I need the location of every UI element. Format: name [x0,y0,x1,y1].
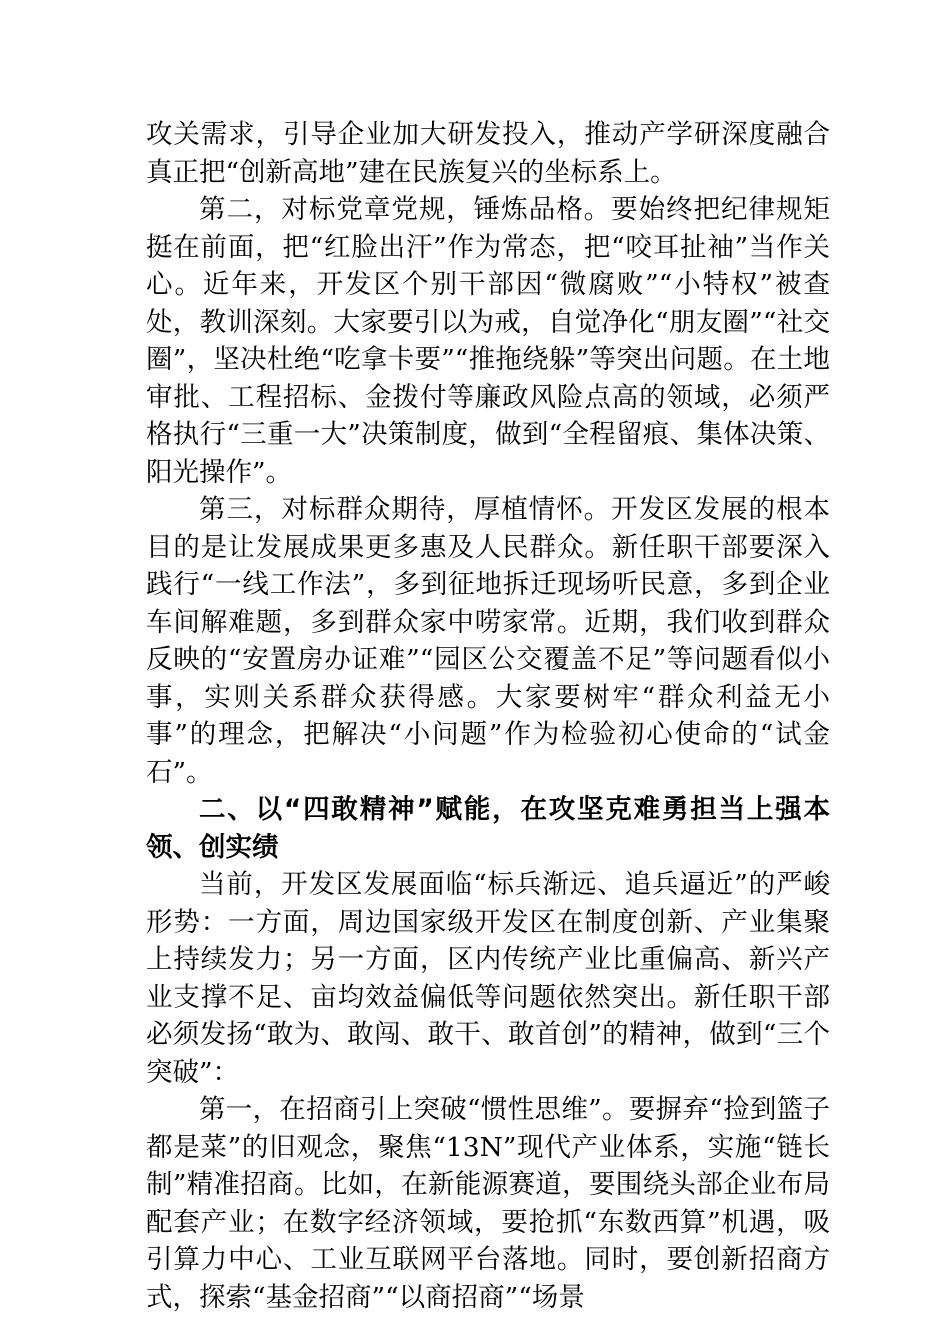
paragraph-continuation: 攻关需求，引导企业加大研发投入，推动产学研深度融合真正把“创新高地”建在民族复兴的坐标系上。 [146,119,830,188]
section-heading: 二、以“四敢精神”赋能，在攻坚克难勇担当上强本领、创实绩 [146,794,830,863]
paragraph-current-situation: 当前，开发区发展面临“标兵渐远、追兵逼近”的严峻形势：一方面，周边国家级开发区在制度创新、产业集聚上持续发力；另一方面，区内传统产业比重偏高、新兴产业支撑不足、亩均效益偏低等问题依然突出。新任职干部必须发扬“敢为、敢闯、敢干、敢首创”的精神，做到“三个突破”： [146,869,830,1088]
paragraph-second-point: 第二，对标党章党规，锤炼品格。要始终把纪律规矩挺在前面，把“红脸出汗”作为常态，把“咬耳扯袖”当作关心。近年来，开发区个别干部因“微腐败”“小特权”被查处，教训深刻。大家要引以为戒，自觉净化“朋友圈”“社交圈”，坚决杜绝“吃拿卡要”“推拖绕躲”等突出问题。在土地审批、工程招标、金拨付等廉政风险点高的领域，必须严格执行“三重一大”决策制度，做到“全程留痕、集体决策、阳光操作”。 [146,194,830,488]
paragraph-third-point: 第三，对标群众期待，厚植情怀。开发区发展的根本目的是让发展成果更多惠及人民群众。新任职干部要深入践行“一线工作法”，多到征地拆迁现场听民意，多到企业车间解难题，多到群众家中唠家常。近期，我们收到群众反映的“安置房办证难”“园区公交覆盖不足”等问题看似小事，实则关系群众获得感。大家要树牢“群众利益无小事”的理念，把解决“小问题”作为检验初心使命的“试金石”。 [146,494,830,788]
document-page [146,116,830,1316]
paragraph-first-breakthrough: 第一，在招商引上突破“惯性思维”。要摒弃“捡到篮子都是菜”的旧观念，聚焦“13N”现代产业体系，实施“链长制”精准招商。比如，在新能源赛道，要围绕头部企业布局配套产业；在数字经济领域，要抢抓“东数西算”机遇，吸引算力中心、工业互联网平台落地。同时，要创新招商方式，探索“基金招商”“以商招商”“场景 [146,1094,830,1313]
